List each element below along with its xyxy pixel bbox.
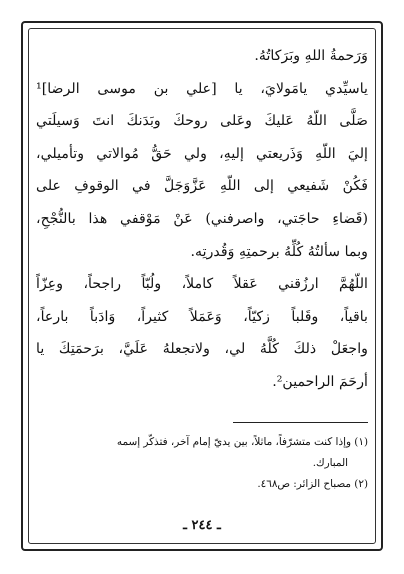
- text-line: ياسيِّدي يامَولايَ، يا [علي بن موسى الرضا]¹: [36, 80, 368, 97]
- text-line: وبما سألتُهُ كُلِّهُ برحمتِهِ وَقُدرتِه.: [190, 243, 368, 260]
- footnote-2: (٢) مصباح الزائر: ص٤٦٨.: [257, 478, 368, 490]
- text-line: إليَ اللّهِ وَذَريعتي إليهِ، ولي حَقُّ مُوالاتي وتأميلي،: [36, 145, 368, 162]
- text-line: فَكُنْ شَفيعي إلى اللّهِ عَزَّوَجَلَّ في الوقوفِ على: [36, 178, 368, 195]
- text-line: (قَضاءِ حاجَتي، واصرفني) عَنْ مَوْقفي هذا بالنُّجْحِ،: [36, 210, 368, 227]
- page-number: ـ ٢٤٤ ـ: [183, 518, 221, 533]
- prayer-text: [36, 40, 368, 399]
- footnotes: [36, 432, 368, 495]
- footnote-1-continuation: المبارك.: [312, 457, 348, 469]
- text-line: أرحَمَ الراحمين².: [272, 373, 368, 390]
- text-line: صَلَّى اللّهُ عَليكَ وعَلى روحكَ وبَدَنكَ انتَ وَسيلَتي: [36, 113, 368, 130]
- text-line: واجعَلْ ذلكَ كُلَّهُ لي، ولاتجعلهُ عَلَيَّ، برَحمَتِكَ يا: [36, 341, 368, 358]
- text-line: اللّهُمَّ ارزُقني عَقلاً كاملاً، ولُبّاً راجحاً، وعِزّاً: [36, 276, 368, 293]
- text-line: باقياً، وقَلباً زكيّاً، وَعَمَلاً كثيراً، وَادَباً بارعاً،: [36, 308, 368, 325]
- footnote-1: (١) وإذا كنت متشرّفاً، ماثلاً، بين يديّ إمام آخر، فتذكّر إسمه: [116, 436, 368, 448]
- footnote-divider: [233, 422, 368, 423]
- text-line: وَرَحمةُ اللهِ وبَرَكاتُهُ.: [254, 48, 368, 64]
